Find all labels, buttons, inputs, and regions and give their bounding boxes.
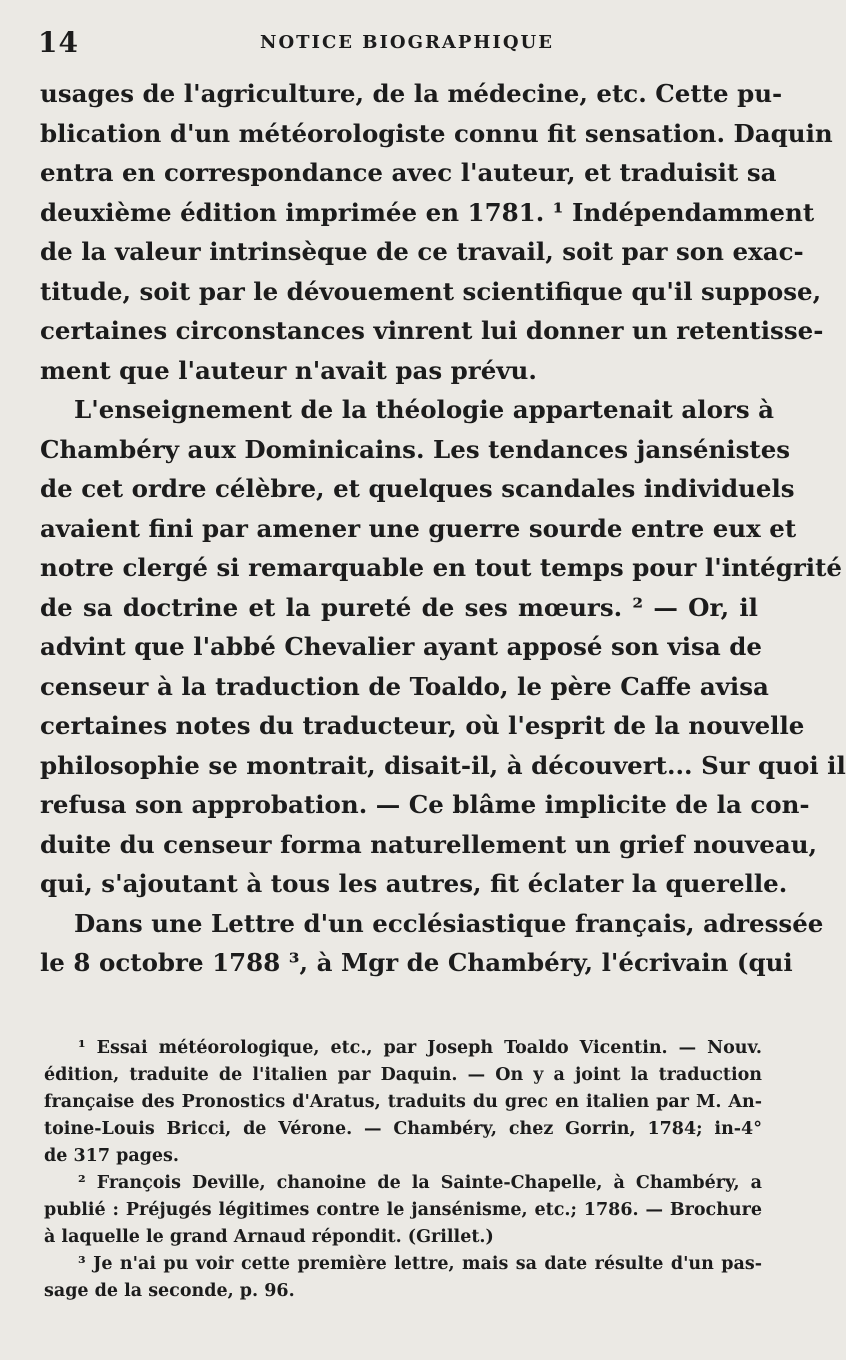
body-line: usages de l'agriculture, de la médecine, etc. Cette pu- bbox=[40, 79, 783, 108]
body-line: de cet ordre célèbre, et quelques scandales individuels bbox=[40, 474, 795, 503]
body-line: duite du censeur forma naturellement un grief nouveau, bbox=[40, 829, 818, 859]
footnote-1-line: de 317 pages. bbox=[44, 1146, 179, 1166]
footnotes bbox=[44, 1035, 762, 1305]
body-line: deuxième édition imprimée en 1781. ¹ Indépendamment bbox=[40, 197, 815, 227]
body-text bbox=[40, 74, 846, 983]
body-line: qui, s'ajoutant à tous les autres, fit éclater la querelle. bbox=[40, 869, 788, 898]
body-line: avaient fini par amener une guerre sourde entre eux et bbox=[40, 513, 797, 543]
body-line: de sa doctrine et la pureté de ses mœurs. ² — Or, il bbox=[40, 592, 758, 622]
body-line: ment que l'auteur n'avait pas prévu. bbox=[40, 355, 537, 385]
body-line: L'enseignement de la théologie appartenait alors à bbox=[74, 395, 775, 424]
body-line: notre clergé si remarquable en tout temps pour l'intégrité bbox=[40, 553, 843, 582]
body-line: censeur à la traduction de Toaldo, le père Caffe avisa bbox=[40, 671, 769, 701]
footnote-3-line: sage de la seconde, p. 96. bbox=[44, 1281, 295, 1301]
body-line: titude, soit par le dévouement scientifique qu'il suppose, bbox=[40, 276, 822, 306]
footnote-1-line: édition, traduite de l'italien par Daquin. — On y a joint la traduction bbox=[44, 1065, 762, 1085]
footnote-3: ³ Je n'ai pu voir cette première lettre, mais sa date résulte d'un pas- bbox=[78, 1254, 762, 1274]
body-line: entra en correspondance avec l'auteur, et traduisit sa bbox=[40, 158, 777, 187]
running-head: NOTICE BIOGRAPHIQUE bbox=[260, 32, 554, 53]
footnote-1: ¹ Essai météorologique, etc., par Joseph Toaldo Vicentin. — Nouv. bbox=[78, 1038, 762, 1058]
footnote-2: ² François Deville, chanoine de la Sainte-Chapelle, à Chambéry, a bbox=[78, 1173, 762, 1193]
body-line: advint que l'abbé Chevalier ayant apposé son visa de bbox=[40, 632, 762, 661]
body-line: certaines circonstances vinrent lui donner un retentisse- bbox=[40, 316, 824, 345]
body-line: refusa son approbation. — Ce blâme implicite de la con- bbox=[40, 790, 810, 819]
footnote-2-line: à laquelle le grand Arnaud répondit. (Grillet.) bbox=[44, 1227, 494, 1247]
body-line: Dans une Lettre d'un ecclésiastique français, adressée bbox=[74, 908, 824, 938]
body-line: de la valeur intrinsèque de ce travail, soit par son exac- bbox=[40, 237, 804, 266]
body-line: le 8 octobre 1788 ³, à Mgr de Chambéry, l'écrivain (qui bbox=[40, 948, 793, 977]
body-line: blication d'un météorologiste connu fit sensation. Daquin bbox=[40, 118, 833, 148]
body-line: certaines notes du traducteur, où l'esprit de la nouvelle bbox=[40, 711, 805, 740]
page-number: 14 bbox=[38, 26, 79, 59]
body-line: philosophie se montrait, disait-il, à découvert... Sur quoi il bbox=[40, 750, 846, 780]
footnote-1-line: française des Pronostics d'Aratus, traduits du grec en italien par M. An- bbox=[44, 1092, 762, 1112]
footnote-2-line: publié : Préjugés légitimes contre le jansénisme, etc.; 1786. — Brochure bbox=[44, 1200, 762, 1220]
body-line: Chambéry aux Dominicains. Les tendances jansénistes bbox=[40, 434, 791, 464]
page-header bbox=[38, 20, 760, 60]
footnote-1-line: toine-Louis Bricci, de Vérone. — Chambéry, chez Gorrin, 1784; in-4° bbox=[44, 1119, 762, 1139]
